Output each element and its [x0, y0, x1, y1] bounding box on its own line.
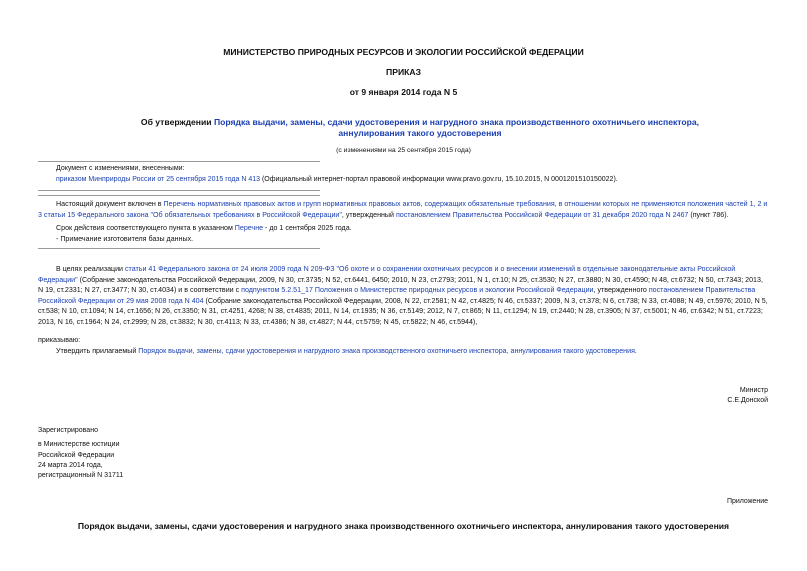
- ministry-heading: МИНИСТЕРСТВО ПРИРОДНЫХ РЕСУРСОВ И ЭКОЛОГИИ РОССИЙСКОЙ ФЕДЕРАЦИИ: [223, 47, 584, 57]
- registration-block: [38, 426, 123, 481]
- notice-text: Настоящий документ включен в: [56, 200, 164, 208]
- order-word: приказываю:: [38, 336, 81, 344]
- body-paragraph: [38, 264, 768, 328]
- notice-decree-link[interactable]: постановлением Правительства Российской Федерации от 31 декабря 2020 года N 2467: [395, 210, 689, 219]
- body-text: (Собрание законодательства Российской Федерации, 2009, N 30, ст.3735; N 52, ст.6441, 6450; 2010, N 23, ст.2793; 2011, N 1, ст.10; N 25, ст.3530; N 27, ст.3880; N 30, ст.4590; N 48, ст.6732; N 50, ст.7343; 2013, N 19, ст.2331; N 27, ст.3477; N 30, ст.4034) и в соответствии с: [38, 275, 763, 295]
- registration-line: в Министерстве юстиции: [38, 441, 120, 449]
- signature-role: Министр: [739, 387, 768, 394]
- order-paragraph: [38, 346, 768, 357]
- amendment-source: (Официальный интернет-портал правовой информации www.pravo.gov.ru, 15.10.2015, N 0001201510150022).: [260, 176, 618, 183]
- doc-type-heading: ПРИКАЗ: [386, 67, 421, 77]
- divider: [38, 161, 320, 162]
- registration-line: Российской Федерации: [38, 451, 115, 459]
- procedure-link[interactable]: Порядок выдачи, замены, сдачи удостоверения и нагрудного знака производственного охотничьего инспектора, аннулирования такого удостоверения: [138, 347, 635, 355]
- amendment-link[interactable]: приказом Минприроды России от 25 сентября 2015 года N 413: [56, 176, 261, 183]
- order-text: Утвердить прилагаемый: [56, 347, 139, 355]
- regulation-link[interactable]: подпунктом 5.2.51_17 Положения о Министерстве природных ресурсов и экологии Российской Федерации: [241, 286, 594, 295]
- document-title: [140, 117, 700, 139]
- signature-name: С.Е.Донской: [727, 397, 768, 404]
- divider: [38, 190, 320, 191]
- registration-line: Зарегистрировано: [38, 427, 98, 434]
- government-decree-link[interactable]: постановлением Правительства Российской Федерации от 29 мая 2008 года N 404: [38, 286, 756, 305]
- amendments-line: [56, 176, 776, 185]
- amendments-intro: Документ с изменениями, внесенными:: [56, 165, 185, 172]
- body-text: (Собрание законодательства Российской Федерации, 2008, N 22, ст.2581; N 42, ст.4825; N 46, ст.5337; 2009, N 3, ст.378; N 6, ст.738; N 33, ст.4088; N 49, ст.5976; 2010, N 5, ст.538; N 10, ст.1094; N 14, ст.1656; N 26, ст.3350; N 31, ст.4251, 4268; N 38, ст.4835; 2011, N 14, ст.1935; N 36, ст.5149; 2012, N 7, ст.865; N 11, ст.1294; N 19, ст.2440; N 28, ст.3905; N 37, ст.5001; N 46, ст.6342; N 51, ст.7223; 2013, N 16, ст.1964; N 24, ст.2999; N 28, ст.3832; N 30, ст.4113; N 33, ст.4386; N 38, ст.4827; N 44, ст.5759; N 45, ст.5822; N 46, ст.5944),: [38, 296, 768, 326]
- notice-text: Срок действия соответствующего пункта в указанном: [56, 224, 235, 232]
- notice-text: (пункт 786).: [688, 210, 729, 219]
- order-text: .: [634, 347, 637, 355]
- registration-line: 24 марта 2014 года,: [38, 461, 103, 469]
- appendix-title: Порядок выдачи, замены, сдачи удостоверения и нагрудного знака производственного охотничьего инспектора, аннулирования такого удостоверения: [77, 521, 730, 531]
- appendix-label: Приложение: [726, 498, 768, 505]
- notice-text: - до 1 сентября 2025 года.: [263, 224, 352, 232]
- notice-paragraph: [38, 199, 768, 220]
- title-prefix: Об утверждении: [140, 117, 214, 127]
- doc-date-number: от 9 января 2014 года N 5: [349, 87, 458, 97]
- notice-footnote: - Примечание изготовителя базы данных.: [56, 235, 194, 243]
- federal-law-link[interactable]: статьи 41 Федерального закона от 24 июля 2009 года N 209-ФЗ "Об охоте и о сохранении охотничьих ресурсов и о внесении изменений в отдельные законодательные акты Российской Федерации": [38, 265, 736, 284]
- divider: [38, 195, 320, 196]
- divider: [38, 248, 320, 249]
- notice-term: [38, 223, 768, 234]
- body-text: , утвержденного: [593, 286, 649, 295]
- notice-text: , утвержденный: [341, 210, 396, 219]
- title-link[interactable]: Порядка выдачи, замены, сдачи удостоверения и нагрудного знака производственного охотничьего инспектора, аннулирования такого удостоверения: [213, 117, 700, 138]
- registration-line: регистрационный N 31711: [38, 472, 124, 480]
- notice-list-link[interactable]: Перечень нормативных правовых актов и групп нормативных правовых актов, содержащих обязательные требования, в отношении которых не применяются положения частей 1, 2 и 3 статьи 15 Федерального закона "Об обязательных требованиях в Российской Федерации": [38, 200, 768, 219]
- body-text: В целях реализации: [56, 265, 125, 273]
- changes-note: (с изменениями на 25 сентября 2015 года): [336, 147, 471, 154]
- notice-perechen-link[interactable]: Перечне: [234, 224, 264, 232]
